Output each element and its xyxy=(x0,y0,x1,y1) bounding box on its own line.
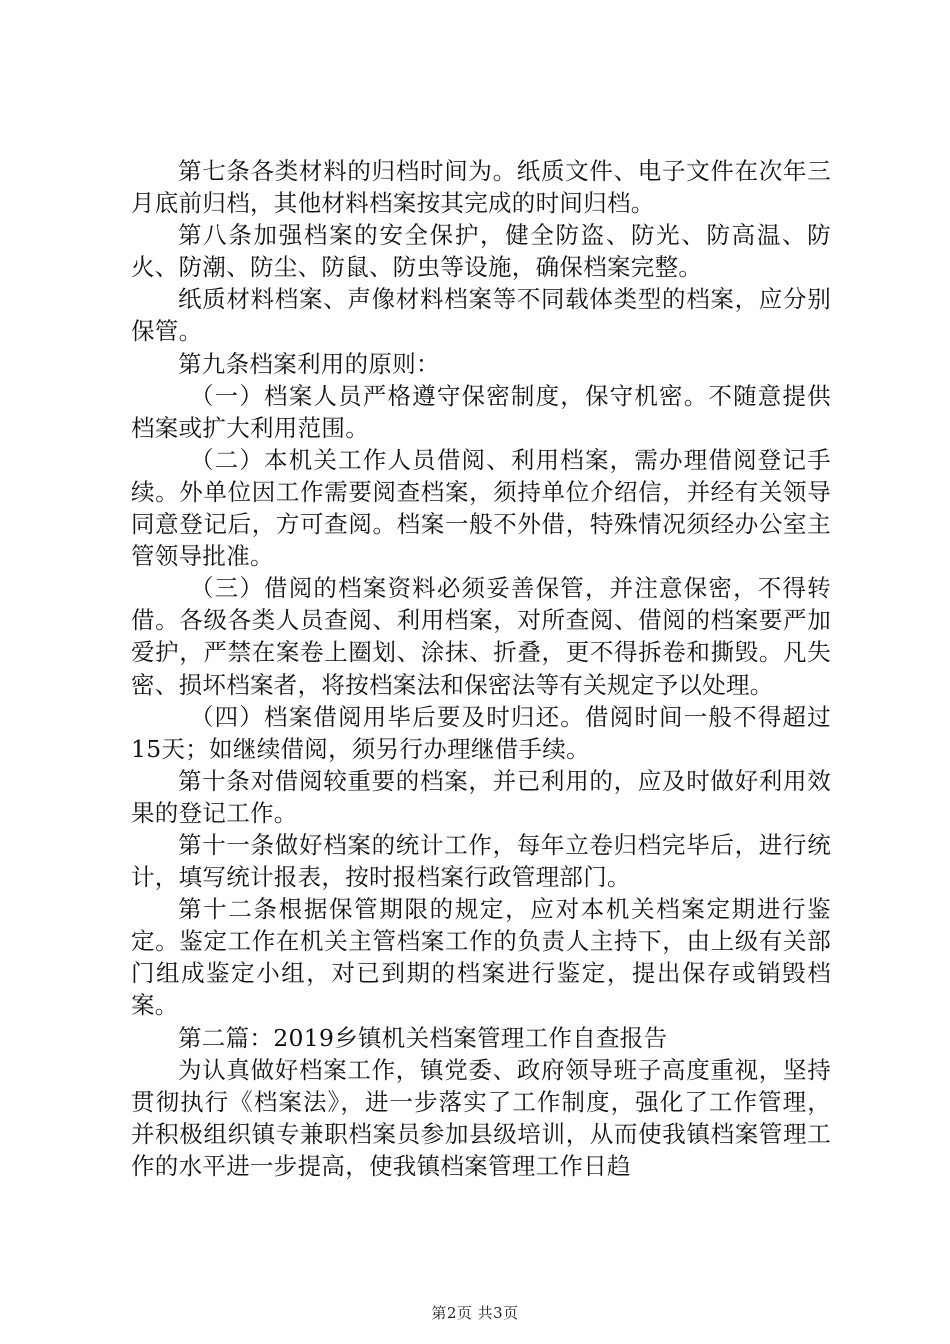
paragraph-item-1: （一）档案人员严格遵守保密制度，保守机密。不随意提供档案或扩大利用范围。 xyxy=(131,381,831,442)
paragraph-article-12: 第十二条根据保管期限的规定，应对本机关档案定期进行鉴定。鉴定工作在机关主管档案工作的负责人主持下，由上级有关部门组成鉴定小组，对已到期的档案进行鉴定，提出保存或销毁档案。 xyxy=(131,895,831,1020)
paragraph-item-3: （三）借阅的档案资料必须妥善保管，并注意保密，不得转借。各级各类人员查阅、利用档案，对所查阅、借阅的档案要严加爱护，严禁在案卷上圈划、涂抹、折叠，更不得拆卷和撕毁。凡失密、损坏档案者，将按档案法和保密法等有关规定予以处理。 xyxy=(131,574,831,699)
paragraph-storage-note: 纸质材料档案、声像材料档案等不同载体类型的档案，应分别保管。 xyxy=(131,285,831,346)
section-heading: 第二篇：2019乡镇机关档案管理工作自查报告 xyxy=(178,1023,668,1052)
paragraph-article-8: 第八条加强档案的安全保护，健全防盗、防光、防高温、防火、防潮、防尘、防鼠、防虫等设施，确保档案完整。 xyxy=(131,221,831,282)
paragraph-article-7: 第七条各类材料的归档时间为。纸质文件、电子文件在次年三月底前归档，其他材料档案按其完成的时间归档。 xyxy=(131,157,831,218)
paragraph-article-11: 第十一条做好档案的统计工作，每年立卷归档完毕后，进行统计，填写统计报表，按时报档案行政管理部门。 xyxy=(131,830,831,892)
paragraph-report-intro: 为认真做好档案工作，镇党委、政府领导班子高度重视，坚持贯彻执行《档案法》，进一步落实了工作制度，强化了工作管理，并积极组织镇专兼职档案员参加县级培训，从而使我镇档案管理工作的水平进一步提高，使我镇档案管理工作日趋 xyxy=(131,1055,831,1180)
paragraph-item-2: （二）本机关工作人员借阅、利用档案，需办理借阅登记手续。外单位因工作需要阅查档案，须持单位介绍信，并经有关领导同意登记后，方可查阅。档案一般不外借，特殊情况须经办公室主管领导批准。 xyxy=(131,445,831,571)
paragraph-article-9: 第九条档案利用的原则： xyxy=(178,349,440,378)
document-body xyxy=(131,155,831,1182)
paragraph-article-10: 第十条对借阅较重要的档案，并已利用的，应及时做好利用效果的登记工作。 xyxy=(131,766,831,827)
page-number: 第2页 共3页 xyxy=(431,1304,519,1322)
paragraph-item-4: （四）档案借阅用毕后要及时归还。借阅时间一般不得超过15天；如继续借阅，须另行办理继借手续。 xyxy=(131,702,831,763)
